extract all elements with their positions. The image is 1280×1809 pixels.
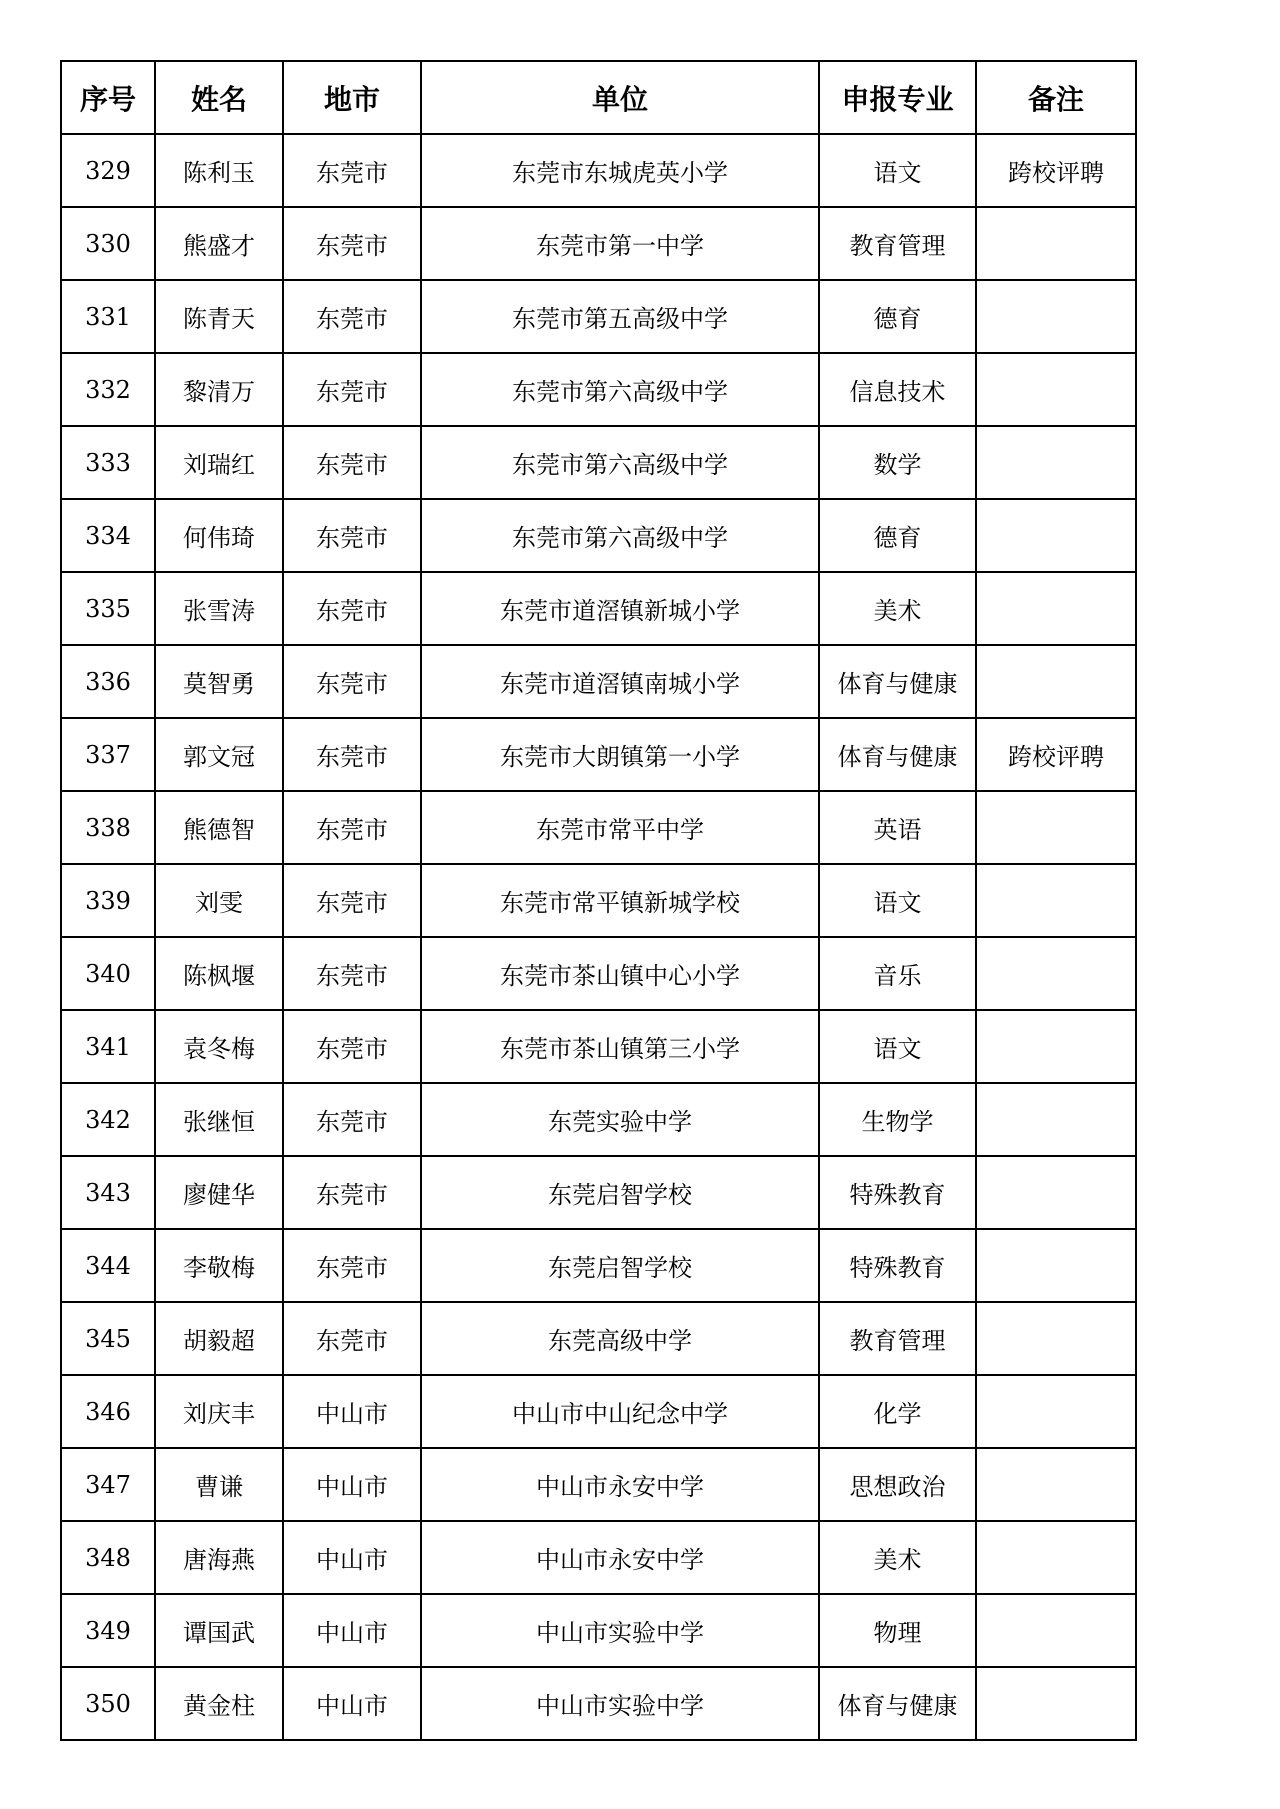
- table-row: [61, 937, 1136, 1010]
- cell-unit: 东莞市茶山镇中心小学: [421, 937, 819, 1010]
- cell-name: 何伟琦: [155, 499, 283, 572]
- cell-note: [976, 499, 1136, 572]
- cell-no: 343: [61, 1156, 155, 1229]
- table-row: [61, 353, 1136, 426]
- cell-unit: 中山市永安中学: [421, 1521, 819, 1594]
- cell-name: 黎清万: [155, 353, 283, 426]
- cell-city: 东莞市: [283, 791, 421, 864]
- header-row: [61, 61, 1136, 134]
- cell-city: 中山市: [283, 1448, 421, 1521]
- cell-note: [976, 572, 1136, 645]
- table-row: [61, 1010, 1136, 1083]
- cell-unit: 中山市中山纪念中学: [421, 1375, 819, 1448]
- cell-city: 东莞市: [283, 864, 421, 937]
- cell-city: 中山市: [283, 1375, 421, 1448]
- cell-no: 332: [61, 353, 155, 426]
- header-city: 地市: [283, 61, 421, 134]
- cell-name: 袁冬梅: [155, 1010, 283, 1083]
- cell-name: 谭国武: [155, 1594, 283, 1667]
- cell-no: 331: [61, 280, 155, 353]
- cell-no: 342: [61, 1083, 155, 1156]
- header-major: 申报专业: [819, 61, 976, 134]
- cell-note: [976, 1667, 1136, 1740]
- cell-major: 美术: [819, 1521, 976, 1594]
- table-row: [61, 1302, 1136, 1375]
- cell-note: [976, 1594, 1136, 1667]
- cell-unit: 东莞实验中学: [421, 1083, 819, 1156]
- table-row: [61, 1229, 1136, 1302]
- table-row: [61, 791, 1136, 864]
- header-name: 姓名: [155, 61, 283, 134]
- cell-city: 东莞市: [283, 1302, 421, 1375]
- header-unit: 单位: [421, 61, 819, 134]
- table-row: [61, 1375, 1136, 1448]
- cell-note: [976, 864, 1136, 937]
- cell-name: 廖健华: [155, 1156, 283, 1229]
- cell-name: 郭文冠: [155, 718, 283, 791]
- cell-major: 特殊教育: [819, 1229, 976, 1302]
- cell-unit: 中山市实验中学: [421, 1594, 819, 1667]
- cell-unit: 中山市永安中学: [421, 1448, 819, 1521]
- cell-no: 330: [61, 207, 155, 280]
- cell-major: 信息技术: [819, 353, 976, 426]
- cell-city: 东莞市: [283, 718, 421, 791]
- cell-major: 化学: [819, 1375, 976, 1448]
- cell-major: 体育与健康: [819, 718, 976, 791]
- cell-major: 生物学: [819, 1083, 976, 1156]
- cell-unit: 东莞高级中学: [421, 1302, 819, 1375]
- cell-note: [976, 280, 1136, 353]
- cell-unit: 东莞市第六高级中学: [421, 426, 819, 499]
- cell-major: 语文: [819, 864, 976, 937]
- header-note: 备注: [976, 61, 1136, 134]
- cell-note: [976, 1448, 1136, 1521]
- cell-no: 335: [61, 572, 155, 645]
- cell-unit: 东莞市第五高级中学: [421, 280, 819, 353]
- table-row: [61, 1594, 1136, 1667]
- cell-no: 344: [61, 1229, 155, 1302]
- cell-unit: 东莞市大朗镇第一小学: [421, 718, 819, 791]
- cell-unit: 中山市实验中学: [421, 1667, 819, 1740]
- cell-note: [976, 791, 1136, 864]
- cell-name: 熊德智: [155, 791, 283, 864]
- cell-city: 东莞市: [283, 1156, 421, 1229]
- cell-city: 东莞市: [283, 134, 421, 207]
- cell-note: [976, 645, 1136, 718]
- cell-no: 340: [61, 937, 155, 1010]
- table-row: [61, 1083, 1136, 1156]
- cell-unit: 东莞市常平中学: [421, 791, 819, 864]
- cell-unit: 东莞市东城虎英小学: [421, 134, 819, 207]
- table-row: [61, 1448, 1136, 1521]
- cell-city: 东莞市: [283, 353, 421, 426]
- cell-major: 物理: [819, 1594, 976, 1667]
- cell-no: 341: [61, 1010, 155, 1083]
- cell-no: 339: [61, 864, 155, 937]
- cell-city: 中山市: [283, 1667, 421, 1740]
- cell-no: 334: [61, 499, 155, 572]
- cell-city: 东莞市: [283, 937, 421, 1010]
- cell-city: 中山市: [283, 1594, 421, 1667]
- cell-no: 336: [61, 645, 155, 718]
- cell-name: 胡毅超: [155, 1302, 283, 1375]
- table-row: [61, 718, 1136, 791]
- cell-major: 英语: [819, 791, 976, 864]
- cell-major: 德育: [819, 280, 976, 353]
- table-row: [61, 426, 1136, 499]
- cell-name: 李敬梅: [155, 1229, 283, 1302]
- header-no: 序号: [61, 61, 155, 134]
- cell-no: 350: [61, 1667, 155, 1740]
- cell-major: 美术: [819, 572, 976, 645]
- cell-unit: 东莞市道滘镇新城小学: [421, 572, 819, 645]
- cell-name: 张雪涛: [155, 572, 283, 645]
- cell-city: 东莞市: [283, 499, 421, 572]
- cell-note: [976, 937, 1136, 1010]
- table-row: [61, 864, 1136, 937]
- cell-no: 329: [61, 134, 155, 207]
- cell-name: 陈青天: [155, 280, 283, 353]
- cell-note: [976, 1229, 1136, 1302]
- cell-note: [976, 1521, 1136, 1594]
- cell-major: 数学: [819, 426, 976, 499]
- table-row: [61, 499, 1136, 572]
- cell-major: 德育: [819, 499, 976, 572]
- cell-name: 陈枫堰: [155, 937, 283, 1010]
- cell-city: 东莞市: [283, 280, 421, 353]
- cell-city: 东莞市: [283, 645, 421, 718]
- cell-major: 体育与健康: [819, 645, 976, 718]
- cell-name: 张继恒: [155, 1083, 283, 1156]
- cell-major: 音乐: [819, 937, 976, 1010]
- cell-major: 语文: [819, 134, 976, 207]
- cell-note: [976, 1156, 1136, 1229]
- table-row: [61, 207, 1136, 280]
- cell-note: [976, 1375, 1136, 1448]
- cell-name: 曹谦: [155, 1448, 283, 1521]
- cell-name: 唐海燕: [155, 1521, 283, 1594]
- cell-city: 东莞市: [283, 426, 421, 499]
- cell-no: 333: [61, 426, 155, 499]
- cell-city: 东莞市: [283, 572, 421, 645]
- cell-major: 思想政治: [819, 1448, 976, 1521]
- cell-name: 刘瑞红: [155, 426, 283, 499]
- cell-no: 337: [61, 718, 155, 791]
- cell-unit: 东莞市常平镇新城学校: [421, 864, 819, 937]
- cell-name: 莫智勇: [155, 645, 283, 718]
- table-row: [61, 572, 1136, 645]
- cell-city: 东莞市: [283, 1083, 421, 1156]
- cell-unit: 东莞市第一中学: [421, 207, 819, 280]
- cell-note: [976, 1010, 1136, 1083]
- cell-major: 语文: [819, 1010, 976, 1083]
- cell-no: 347: [61, 1448, 155, 1521]
- cell-note: 跨校评聘: [976, 134, 1136, 207]
- cell-name: 刘庆丰: [155, 1375, 283, 1448]
- cell-unit: 东莞启智学校: [421, 1229, 819, 1302]
- cell-major: 特殊教育: [819, 1156, 976, 1229]
- cell-name: 刘雯: [155, 864, 283, 937]
- table-row: [61, 645, 1136, 718]
- cell-no: 338: [61, 791, 155, 864]
- cell-major: 体育与健康: [819, 1667, 976, 1740]
- cell-name: 熊盛才: [155, 207, 283, 280]
- cell-name: 黄金柱: [155, 1667, 283, 1740]
- table-row: [61, 1521, 1136, 1594]
- cell-unit: 东莞市道滘镇南城小学: [421, 645, 819, 718]
- cell-note: [976, 426, 1136, 499]
- table-row: [61, 280, 1136, 353]
- cell-city: 中山市: [283, 1521, 421, 1594]
- table-row: [61, 134, 1136, 207]
- table-row: [61, 1156, 1136, 1229]
- cell-unit: 东莞市茶山镇第三小学: [421, 1010, 819, 1083]
- cell-unit: 东莞市第六高级中学: [421, 499, 819, 572]
- cell-unit: 东莞启智学校: [421, 1156, 819, 1229]
- cell-note: [976, 353, 1136, 426]
- cell-no: 345: [61, 1302, 155, 1375]
- cell-city: 东莞市: [283, 1010, 421, 1083]
- cell-major: 教育管理: [819, 1302, 976, 1375]
- cell-note: [976, 1083, 1136, 1156]
- cell-no: 349: [61, 1594, 155, 1667]
- cell-city: 东莞市: [283, 207, 421, 280]
- cell-no: 346: [61, 1375, 155, 1448]
- cell-no: 348: [61, 1521, 155, 1594]
- cell-city: 东莞市: [283, 1229, 421, 1302]
- roster-table: [60, 60, 1137, 1741]
- cell-major: 教育管理: [819, 207, 976, 280]
- cell-name: 陈利玉: [155, 134, 283, 207]
- table-row: [61, 1667, 1136, 1740]
- cell-note: 跨校评聘: [976, 718, 1136, 791]
- cell-note: [976, 1302, 1136, 1375]
- cell-note: [976, 207, 1136, 280]
- roster-body: [61, 134, 1136, 1740]
- cell-unit: 东莞市第六高级中学: [421, 353, 819, 426]
